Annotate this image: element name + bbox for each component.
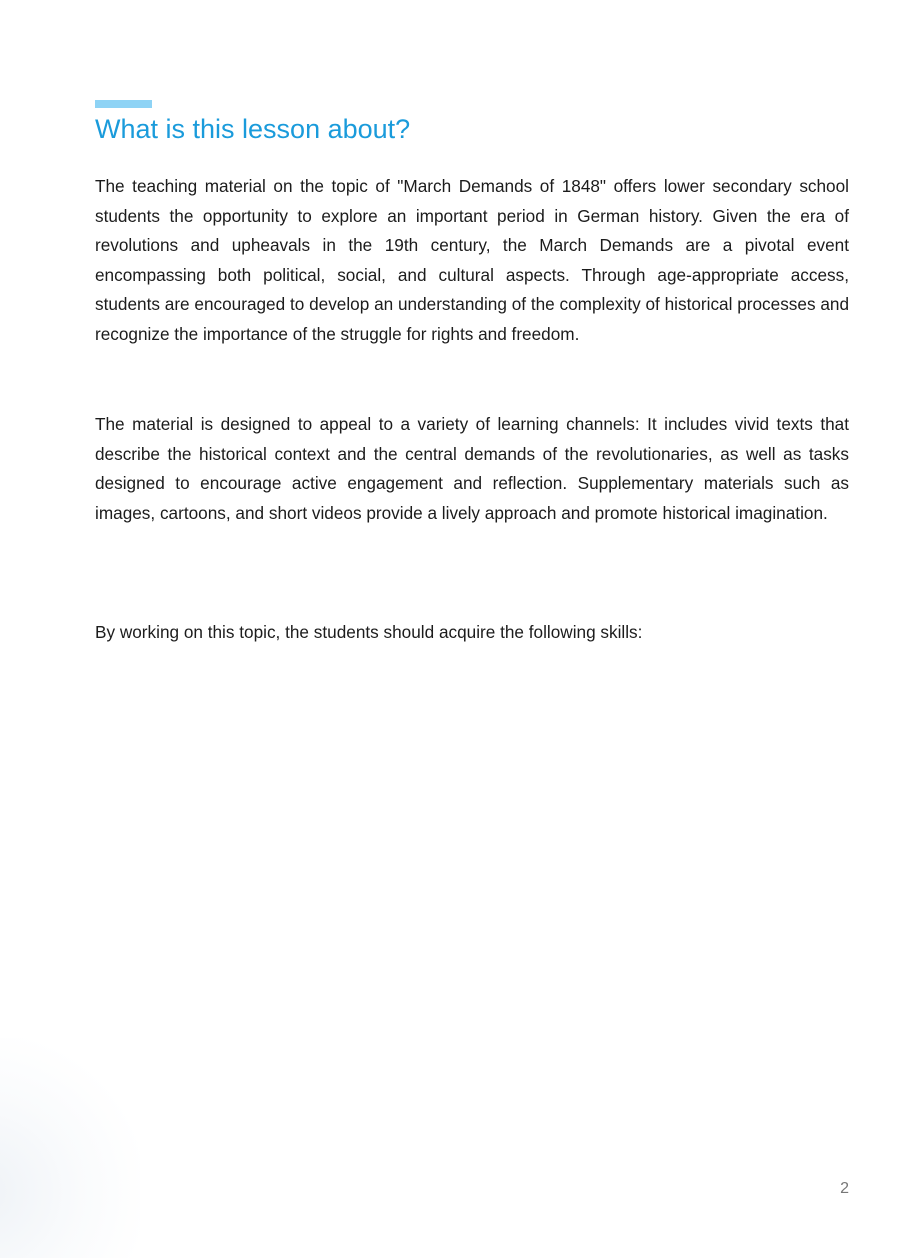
section-heading: What is this lesson about? <box>95 114 411 144</box>
skills-intro-paragraph: By working on this topic, the students should acquire the following skills: <box>95 622 643 642</box>
intro-paragraph: The teaching material on the topic of "March Demands of 1848" offers lower secondary school students the opportunity to explore an important period in German history. Given the era of revolutions and upheavals in the 19th century, the March Demands are a pivotal event encompassing both political, social, and cultural aspects. Through age-appropriate access, students are encouraged to develop an understanding of the complexity of historical processes and recognize the importance of the struggle for rights and freedom. <box>95 176 849 344</box>
materials-paragraph: The material is designed to appeal to a variety of learning channels: It includes vivid texts that describe the historical context and the central demands of the revolutionaries, as well as tasks designed to encourage active engagement and reflection. Supplementary materials such as images, cartoons, and short videos provide a lively approach and promote historical imagination. <box>95 414 849 523</box>
page-number: 2 <box>840 1180 849 1197</box>
corner-decoration <box>0 1038 140 1258</box>
heading-accent-bar <box>95 100 152 108</box>
